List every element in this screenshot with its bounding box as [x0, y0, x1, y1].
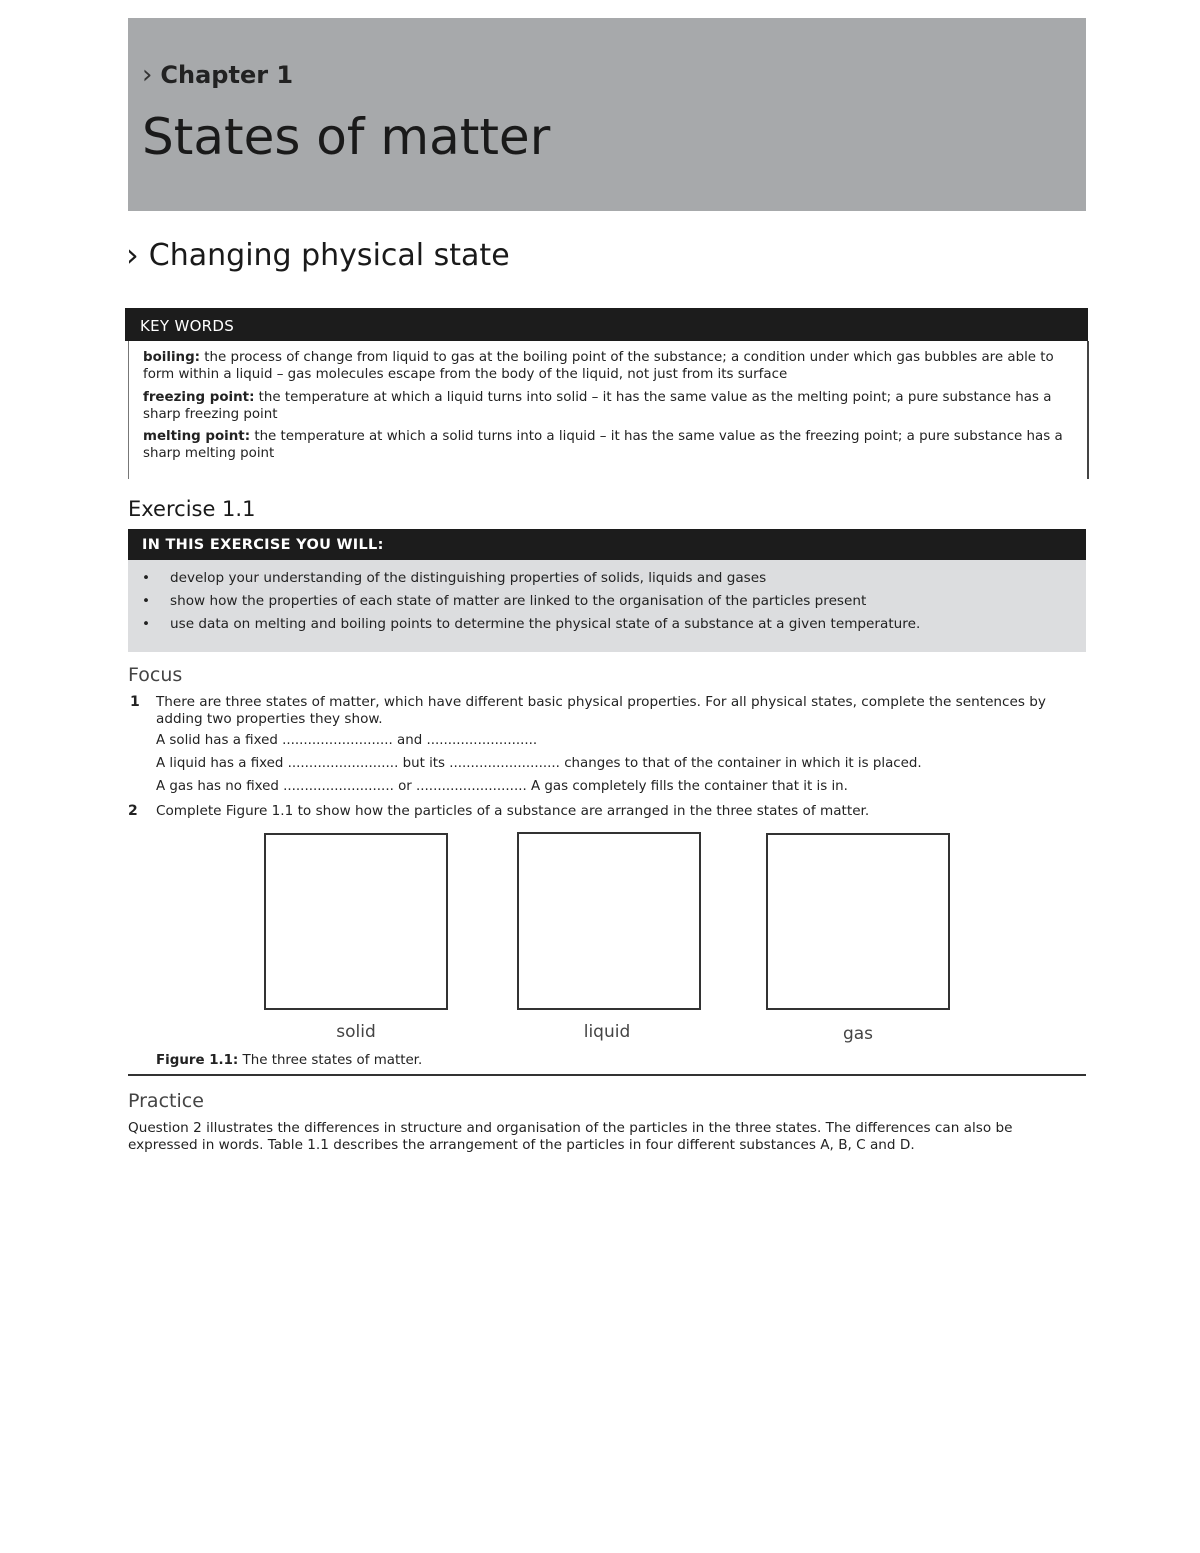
figure-label-gas: gas	[842, 1024, 874, 1044]
figure-caption-label: Figure 1.1:	[156, 1053, 239, 1068]
key-word-definition: the temperature at which a liquid turns into solid – it has the same value as the melting point; a pure substance has a sharp freezing point	[143, 390, 1052, 422]
objective-text: develop your understanding of the distinguishing properties of solids, liquids and gases	[170, 570, 767, 586]
liquid-drawing-box[interactable]	[517, 832, 701, 1010]
figure-caption-text: The three states of matter.	[238, 1053, 423, 1068]
chevron-right-icon: ›	[126, 236, 139, 274]
key-words-box	[128, 341, 1089, 479]
objective-item	[142, 570, 766, 586]
figure-caption	[156, 1053, 422, 1068]
fill-in-sentence: A solid has a fixed .......................... and ..........................	[156, 733, 538, 748]
chapter-title: States of matter	[142, 108, 551, 166]
key-word-entry	[143, 349, 1068, 383]
key-word-term: freezing point:	[143, 390, 255, 405]
chapter-label-text: Chapter 1	[160, 61, 294, 89]
key-words-header	[125, 308, 1088, 341]
question-text: There are three states of matter, which have different basic physical properties. For all physical states, complete the sentences by adding two properties they show.	[156, 694, 1046, 727]
key-word-term: melting point:	[143, 429, 251, 444]
section-heading	[126, 236, 510, 274]
focus-heading: Focus	[128, 664, 183, 686]
question-text: Complete Figure 1.1 to show how the particles of a substance are arranged in the three states of matter.	[156, 803, 870, 819]
key-word-definition: the process of change from liquid to gas at the boiling point of the substance; a condition under which gas bubbles are able to form within a liquid – gas molecules escape from the body of the liquid, not just from its surface	[143, 350, 1054, 382]
fill-in-sentence: A gas has no fixed .......................... or .......................... A gas completely fills the container that it is in.	[156, 779, 848, 794]
key-words-header-text: KEY WORDS	[140, 317, 235, 335]
practice-heading: Practice	[128, 1090, 204, 1112]
bullet-icon: •	[142, 616, 151, 632]
chevron-right-icon: ›	[142, 60, 153, 90]
divider	[128, 1074, 1086, 1076]
key-word-term: boiling:	[143, 350, 201, 365]
exercise-objectives-header	[128, 529, 1086, 560]
practice-text: Question 2 illustrates the differences in structure and organisation of the particles in the three states. The differences can also be expressed in words. Table 1.1 describes the arrangement of the particles in four different substances A, B, C and D.	[128, 1120, 1013, 1153]
bullet-icon: •	[142, 593, 151, 609]
figure-label-liquid: liquid	[583, 1022, 631, 1042]
key-word-definition: the temperature at which a solid turns into a liquid – it has the same value as the freezing point; a pure substance has a sharp melting point	[143, 429, 1063, 461]
objective-item	[142, 593, 866, 609]
objective-text: show how the properties of each state of matter are linked to the organisation of the particles present	[170, 593, 867, 609]
question-number: 1	[130, 694, 140, 710]
fill-in-sentence: A liquid has a fixed .......................... but its .......................... changes to that of the container in which it is placed.	[156, 756, 922, 771]
objective-item	[142, 616, 920, 632]
key-word-entry	[143, 428, 1068, 462]
solid-drawing-box[interactable]	[264, 833, 448, 1010]
section-title: Changing physical state	[148, 237, 510, 273]
gas-drawing-box[interactable]	[766, 833, 950, 1010]
figure-label-solid: solid	[336, 1022, 376, 1042]
key-word-entry	[143, 389, 1068, 423]
chapter-label	[142, 60, 293, 90]
exercise-objectives-box	[128, 560, 1086, 652]
objective-text: use data on melting and boiling points to determine the physical state of a substance at a given temperature.	[170, 616, 921, 632]
question-number: 2	[128, 803, 138, 819]
bullet-icon: •	[142, 570, 151, 586]
exercise-objectives-header-text: IN THIS EXERCISE YOU WILL:	[142, 537, 384, 553]
exercise-title: Exercise 1.1	[128, 497, 256, 521]
